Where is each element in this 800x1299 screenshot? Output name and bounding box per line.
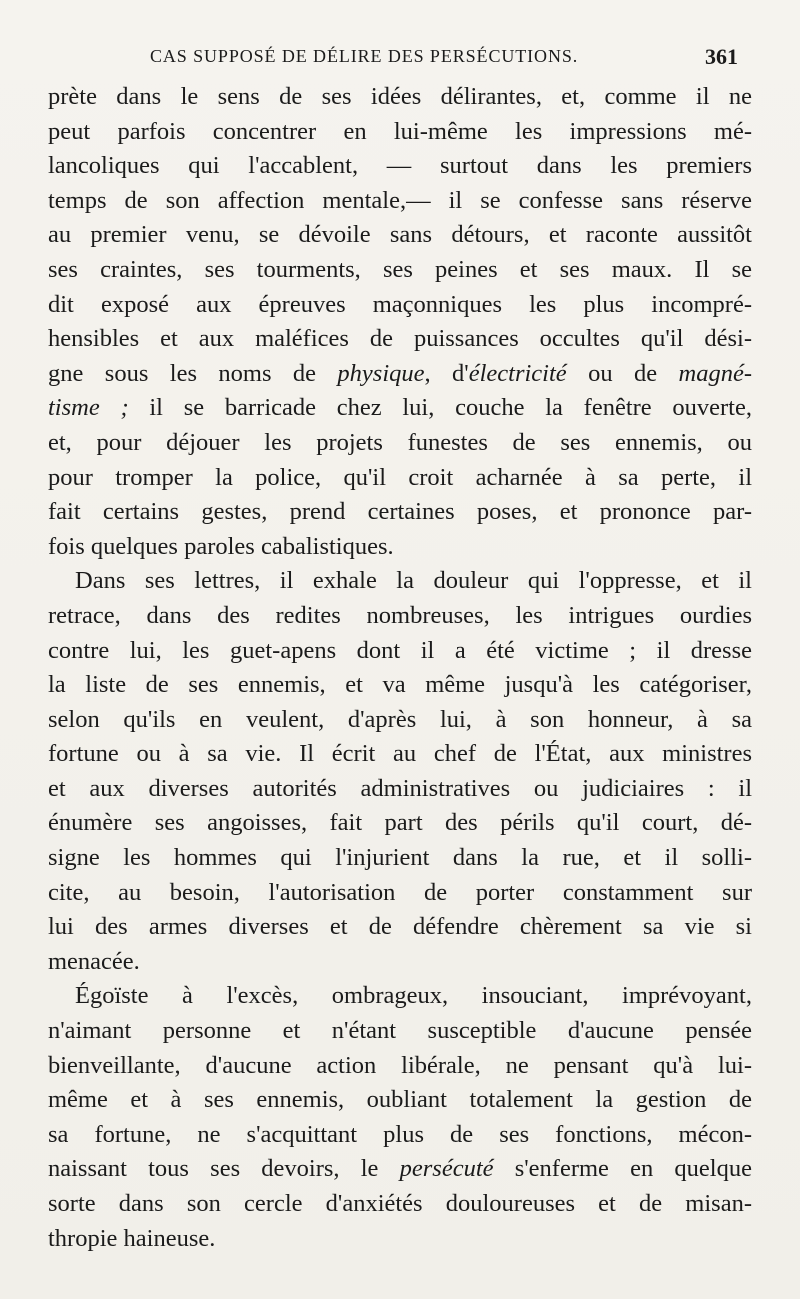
italic-text: électricité (468, 359, 567, 387)
text-segment: s'enferme en quelque (493, 1155, 752, 1183)
text-line (48, 703, 752, 738)
text-segment: retrace, dans des redites nombreuses, les intrigues ourdies (48, 601, 752, 629)
text-segment: temps de son affection mentale,— il se confesse sans réserve (48, 186, 752, 214)
text-segment: fois quelques paroles cabalistiques. (48, 532, 394, 560)
text-line (48, 461, 752, 496)
text-line (48, 80, 752, 115)
text-line (48, 530, 752, 565)
body-text (48, 80, 752, 1256)
text-segment: dit exposé aux épreuves maçonniques les plus incompré- (48, 290, 752, 318)
text-line (48, 115, 752, 150)
text-segment: Égoïste à l'excès, ombrageux, insouciant, imprévoyant, (75, 982, 752, 1010)
text-line (48, 357, 752, 392)
text-segment: pour tromper la police, qu'il croit acharnée à sa perte, il (48, 463, 752, 491)
text-line (48, 1049, 752, 1084)
text-segment: il se barricade chez lui, couche la fenêtre ouverte, (128, 394, 752, 422)
text-segment: naissant tous ses devoirs, le (48, 1155, 400, 1183)
text-segment: au premier venu, se dévoile sans détours, et raconte aussitôt (48, 221, 752, 249)
text-line (48, 599, 752, 634)
text-line (48, 945, 752, 980)
text-line (48, 876, 752, 911)
text-line (48, 841, 752, 876)
text-segment: bienveillante, d'aucune action libérale, ne pensant qu'à lui- (48, 1051, 752, 1079)
text-line (48, 1083, 752, 1118)
text-segment: cite, au besoin, l'autorisation de porter constamment sur (48, 878, 752, 906)
text-segment: même et à ses ennemis, oubliant totalement la gestion de (48, 1086, 752, 1114)
text-line (48, 288, 752, 323)
text-segment: menacée. (48, 947, 140, 975)
text-segment: sorte dans son cercle d'anxiétés douloureuses et de misan- (48, 1190, 752, 1217)
text-line (48, 184, 752, 219)
text-line (48, 979, 752, 1014)
text-line (48, 1222, 752, 1257)
text-line (48, 218, 752, 253)
text-segment: et aux diverses autorités administratives ou judiciaires : il (48, 774, 752, 802)
text-segment: énumère ses angoisses, fait part des périls qu'il court, dé- (48, 809, 752, 837)
text-segment: sa fortune, ne s'acquittant plus de ses fonctions, mécon- (48, 1120, 752, 1148)
text-segment: fait certains gestes, prend certaines poses, et prononce par- (48, 498, 752, 526)
text-segment: la liste de ses ennemis, et va même jusqu'à les catégoriser, (48, 671, 752, 699)
text-line (48, 426, 752, 461)
text-line (48, 322, 752, 357)
paragraph (48, 80, 752, 564)
text-segment: ou de (566, 359, 679, 387)
text-segment: fortune ou à sa vie. Il écrit au chef de l'État, aux ministres (48, 740, 752, 768)
text-line (48, 391, 752, 426)
text-segment: lancoliques qui l'accablent, — surtout dans les premiers (48, 152, 752, 180)
text-segment: , d' (424, 359, 469, 387)
text-segment: signe les hommes qui l'injurient dans la rue, et il solli- (48, 844, 752, 872)
text-line (48, 495, 752, 530)
text-line (48, 772, 752, 807)
text-line (48, 564, 752, 599)
text-segment: hensibles et aux maléfices de puissances occultes qu'il dési- (48, 325, 752, 353)
text-line (48, 1118, 752, 1153)
italic-text: tisme ; (48, 394, 129, 422)
text-line (48, 149, 752, 184)
page-number: 361 (705, 44, 738, 69)
text-line (48, 634, 752, 669)
text-line (48, 737, 752, 772)
text-segment: prète dans le sens de ses idées délirantes, et, comme il ne (48, 83, 752, 110)
text-segment: Dans ses lettres, il exhale la douleur qui l'oppresse, et il (75, 567, 752, 595)
text-line (48, 1152, 752, 1187)
italic-text: physique (337, 359, 425, 387)
paragraph (48, 979, 752, 1256)
italic-text: persécuté (399, 1155, 494, 1183)
text-segment: contre lui, les guet-apens dont il a été victime ; il dresse (48, 636, 752, 664)
text-segment: ses craintes, ses tourments, ses peines et ses maux. Il se (48, 255, 752, 283)
italic-text: magné- (678, 359, 753, 387)
text-line (48, 806, 752, 841)
text-line (48, 1187, 752, 1222)
running-title: CAS SUPPOSÉ DE DÉLIRE DES PERSÉCUTIONS. (150, 46, 579, 66)
text-segment: selon qu'ils en veulent, d'après lui, à son honneur, à sa (48, 705, 752, 733)
text-segment: lui des armes diverses et de défendre chèrement sa vie si (48, 913, 752, 941)
text-line (48, 910, 752, 945)
text-line (48, 668, 752, 703)
paragraph (48, 564, 752, 979)
text-line (48, 253, 752, 288)
text-segment: n'aimant personne et n'étant susceptible d'aucune pensée (48, 1017, 752, 1045)
text-segment: et, pour déjouer les projets funestes de ses ennemis, ou (48, 428, 752, 456)
text-segment: thropie haineuse. (48, 1224, 216, 1252)
page-header (150, 44, 738, 72)
text-segment: gne sous les noms de (48, 359, 338, 387)
text-segment: peut parfois concentrer en lui-même les impressions mé- (48, 117, 752, 145)
text-line (48, 1014, 752, 1049)
